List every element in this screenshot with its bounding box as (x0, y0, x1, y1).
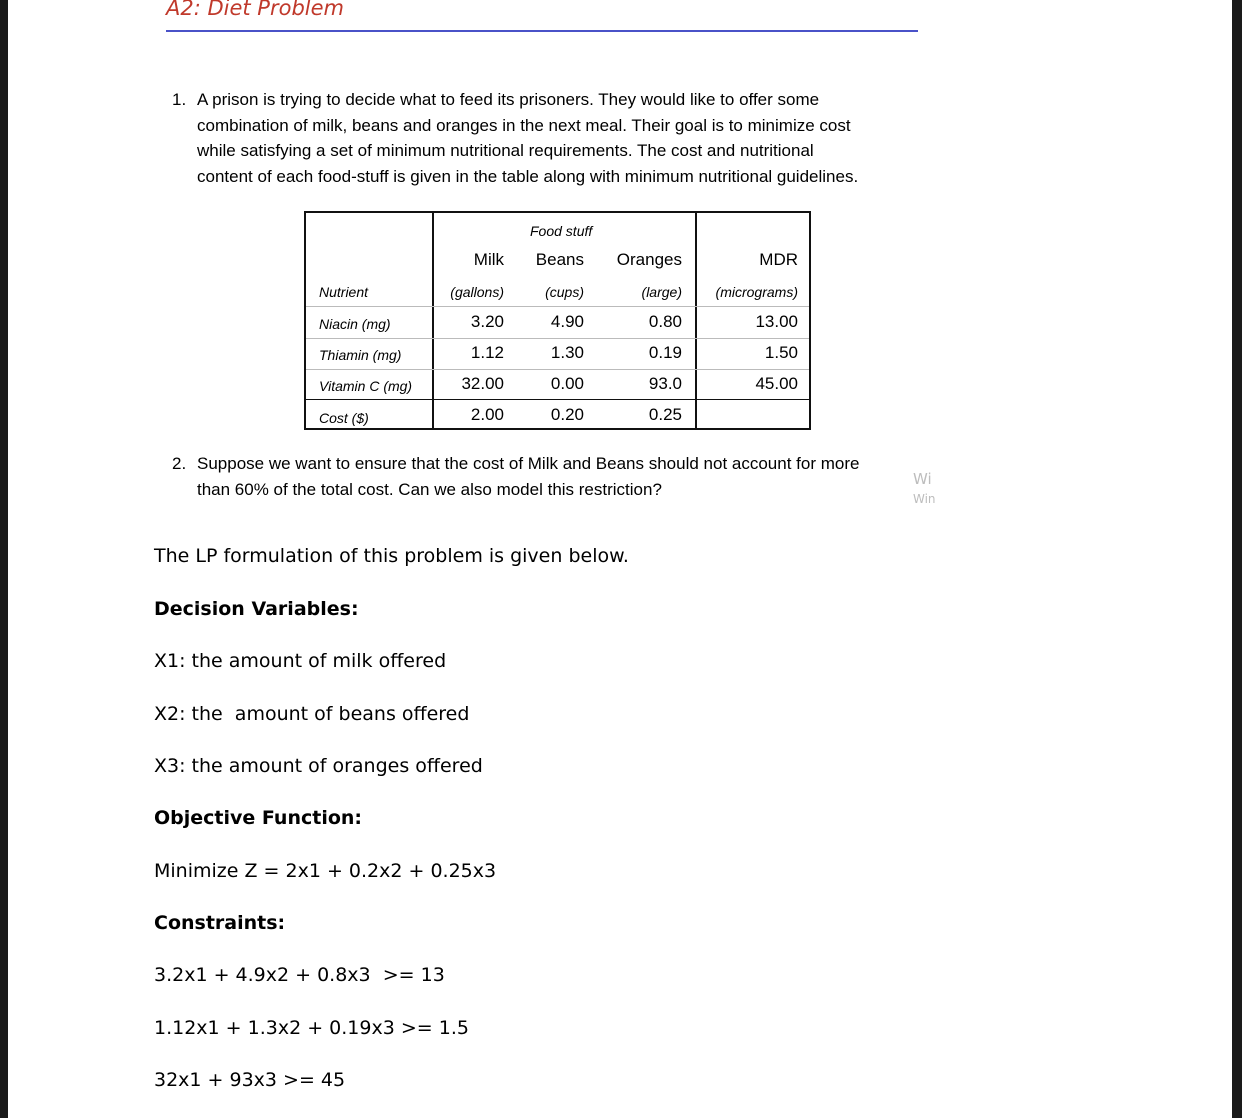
table-cell: 3.20 (470, 312, 504, 331)
unit-milk: (gallons) (450, 284, 504, 300)
table-cell: 4.90 (550, 312, 584, 331)
group-header-food-stuff: Food stuff (530, 223, 593, 239)
problem-2-line: than 60% of the total cost. Can we also model this restriction? (197, 479, 662, 499)
column-header-beans: Beans (535, 250, 584, 269)
column-header-mdr: MDR (759, 250, 798, 269)
row-label-vitamin-c: Vitamin C (mg) (319, 378, 413, 394)
table-cell: 45.00 (755, 374, 798, 393)
title-underline (166, 30, 918, 32)
table-cell: 0.00 (550, 374, 584, 393)
row-label-niacin: Niacin (mg) (319, 316, 391, 332)
page-title: A2: Diet Problem (166, 0, 344, 20)
table-cell: 0.80 (648, 312, 682, 331)
constraints-heading: Constraints: (154, 912, 286, 934)
table-cell: 0.25 (648, 405, 682, 424)
decision-variables-heading: Decision Variables: (154, 598, 359, 620)
problem-1-line: content of each food-stuff is given in the table along with minimum nutritional guidelines. (197, 166, 859, 186)
table-cell: 1.50 (764, 343, 798, 362)
left-frame-border (0, 0, 8, 1118)
table-cell: 0.19 (648, 343, 682, 362)
right-frame-border (1232, 0, 1242, 1118)
table-cell: 0.20 (550, 405, 584, 424)
nutrient-header: Nutrient (319, 284, 369, 300)
constraint-3: 32x1 + 93x3 >= 45 (154, 1069, 346, 1091)
watermark-text: Wi (913, 470, 932, 488)
unit-mdr: (micrograms) (715, 284, 798, 300)
objective-function: Minimize Z = 2x1 + 0.2x2 + 0.25x3 (154, 860, 497, 882)
table-cell: 93.0 (648, 374, 682, 393)
variable-x1: X1: the amount of milk offered (154, 650, 447, 672)
watermark-text: Win (913, 492, 936, 506)
formulation-intro: The LP formulation of this problem is given below. (154, 545, 629, 567)
constraint-2: 1.12x1 + 1.3x2 + 0.19x3 >= 1.5 (154, 1017, 469, 1039)
variable-x3: X3: the amount of oranges offered (154, 755, 483, 777)
problem-1-line: while satisfying a set of minimum nutritional requirements. The cost and nutritional (197, 141, 814, 160)
problem-1-number: 1. (172, 90, 187, 109)
row-label-thiamin: Thiamin (mg) (319, 347, 402, 363)
table-cell: 1.12 (470, 343, 504, 362)
problem-1 (172, 87, 932, 191)
table-row-rule (306, 369, 809, 370)
table-header-rule (306, 306, 809, 307)
objective-function-heading: Objective Function: (154, 807, 363, 829)
problem-2-line: Suppose we want to ensure that the cost of Milk and Beans should not account for more (197, 454, 860, 473)
column-header-milk: Milk (473, 250, 504, 269)
table-cell: 13.00 (755, 312, 798, 331)
table-cell: 32.00 (461, 374, 504, 393)
table-divider (432, 213, 434, 428)
problem-2 (172, 451, 917, 503)
table-cost-rule (306, 399, 809, 400)
problem-2-number: 2. (172, 454, 187, 473)
variable-x2: X2: the amount of beans offered (154, 703, 470, 725)
table-row-rule (306, 338, 809, 339)
problem-1-line: A prison is trying to decide what to feed its prisoners. They would like to offer some (197, 90, 820, 109)
nutrition-table (304, 211, 811, 430)
unit-oranges: (large) (641, 284, 682, 300)
unit-beans: (cups) (545, 284, 584, 300)
problem-1-line: combination of milk, beans and oranges in the next meal. Their goal is to minimize cost (197, 115, 851, 135)
column-header-oranges: Oranges (616, 250, 682, 269)
row-label-cost: Cost ($) (319, 410, 369, 426)
table-divider (695, 213, 697, 428)
constraint-1: 3.2x1 + 4.9x2 + 0.8x3 >= 13 (154, 964, 445, 986)
table-cell: 1.30 (550, 343, 584, 362)
table-cell: 2.00 (470, 405, 504, 424)
